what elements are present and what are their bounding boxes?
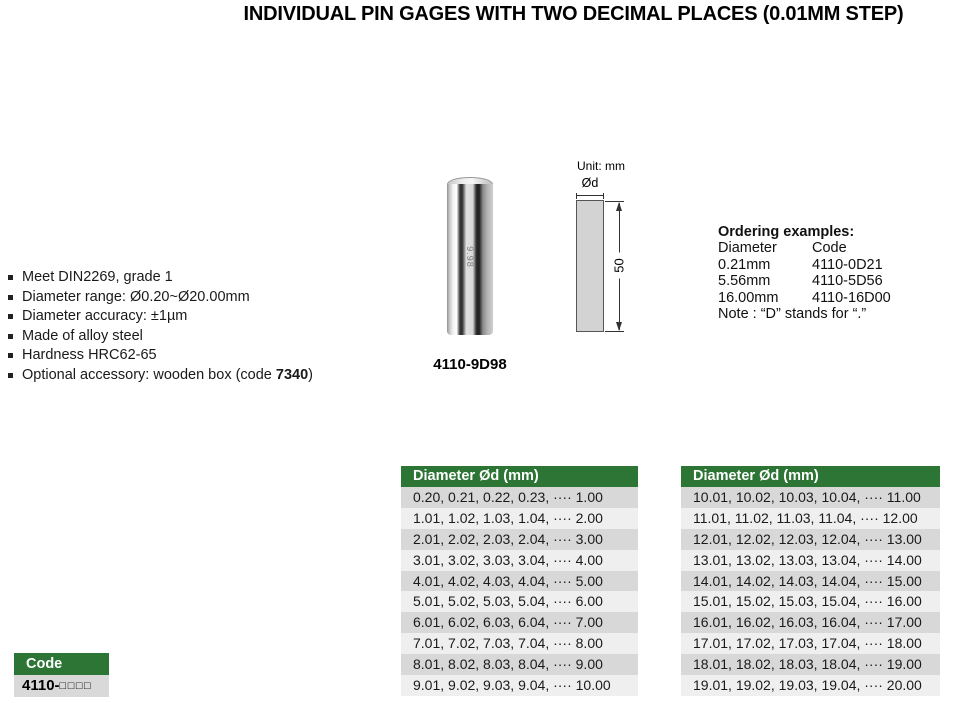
ordering-code: 4110-5D56 <box>812 273 883 290</box>
arrow-down-icon <box>616 322 622 331</box>
ordering-note: Note : “D” stands for “.” <box>718 306 867 323</box>
table-header: Diameter Ød (mm) <box>681 466 940 487</box>
ordering-row <box>718 257 891 273</box>
extension-line-bottom <box>605 331 624 332</box>
code-box-value <box>14 675 109 697</box>
ordering-code: 4110-0D21 <box>812 256 883 273</box>
diameter-dimension-label: Ød <box>581 176 599 190</box>
height-dimension-label: 50 <box>612 253 627 279</box>
table-rows <box>401 487 638 696</box>
diameter-table-left <box>401 466 638 696</box>
square-bullet-icon <box>8 373 13 378</box>
ordering-examples <box>718 224 891 322</box>
ordering-row <box>718 290 891 306</box>
feature-text: Diameter range: Ø0.20~Ø20.00mm <box>22 288 250 305</box>
square-bullet-icon <box>8 275 13 280</box>
unit-label: Unit: mm <box>577 159 625 173</box>
table-row: 6.01, 6.02, 6.03, 6.04, ···· 7.00 <box>401 612 638 633</box>
table-row: 18.01, 18.02, 18.03, 18.04, ···· 19.00 <box>681 654 940 675</box>
table-row: 2.01, 2.02, 2.03, 2.04, ···· 3.00 <box>401 529 638 550</box>
feature-item <box>8 366 313 386</box>
table-row: 11.01, 11.02, 11.03, 11.04, ···· 12.00 <box>681 508 940 529</box>
feature-item <box>8 307 313 327</box>
ordering-row <box>718 273 891 289</box>
table-header: Diameter Ød (mm) <box>401 466 638 487</box>
ordering-heading: Ordering examples: <box>718 224 855 240</box>
table-row: 15.01, 15.02, 15.03, 15.04, ···· 16.00 <box>681 591 940 612</box>
feature-text: Hardness HRC62-65 <box>22 347 157 363</box>
ordering-code: 4110-16D00 <box>812 289 891 306</box>
table-row: 1.01, 1.02, 1.03, 1.04, ···· 2.00 <box>401 508 638 529</box>
page-title: INDIVIDUAL PIN GAGES WITH TWO DECIMAL PLACES (0.01MM STEP) <box>243 3 904 25</box>
feature-list <box>8 268 313 385</box>
table-row: 13.01, 13.02, 13.03, 13.04, ···· 14.00 <box>681 550 940 571</box>
table-rows <box>681 487 940 696</box>
ordering-diameter: 0.21mm <box>718 256 771 273</box>
square-bullet-icon <box>8 295 13 300</box>
feature-text: Made of alloy steel <box>22 327 143 344</box>
ordering-diameter: 16.00mm <box>718 289 779 306</box>
pin-product-code: 4110-9D98 <box>433 356 507 373</box>
feature-text: Meet DIN2269, grade 1 <box>22 269 173 285</box>
feature-item <box>8 268 313 288</box>
feature-text: Diameter accuracy: ±1µm <box>22 308 188 324</box>
feature-item <box>8 346 313 366</box>
table-row: 4.01, 4.02, 4.03, 4.04, ···· 5.00 <box>401 571 638 592</box>
table-row: 7.01, 7.02, 7.03, 7.04, ···· 8.00 <box>401 633 638 654</box>
table-row: 5.01, 5.02, 5.03, 5.04, ···· 6.00 <box>401 591 638 612</box>
square-bullet-icon <box>8 353 13 358</box>
table-row: 9.01, 9.02, 9.03, 9.04, ···· 10.00 <box>401 675 638 696</box>
table-row: 17.01, 17.02, 17.03, 17.04, ···· 18.00 <box>681 633 940 654</box>
square-bullet-icon <box>8 314 13 319</box>
table-row: 3.01, 3.02, 3.03, 3.04, ···· 4.00 <box>401 550 638 571</box>
table-row: 19.01, 19.02, 19.03, 19.04, ···· 20.00 <box>681 675 940 696</box>
table-row: 8.01, 8.02, 8.03, 8.04, ···· 9.00 <box>401 654 638 675</box>
feature-item <box>8 288 313 308</box>
pin-engraving-text: 9.98 <box>465 246 475 268</box>
ordering-column-headers <box>718 240 891 256</box>
diameter-table-right <box>681 466 940 696</box>
feature-item <box>8 327 313 347</box>
code-box-header: Code <box>14 653 109 675</box>
feature-text: Optional accessory: wooden box (code 7340) <box>22 366 314 383</box>
ordering-diameter: 5.56mm <box>718 273 771 290</box>
pin-drawing-rect <box>576 200 604 332</box>
ordering-col-code: Code <box>812 240 847 257</box>
table-row: 12.01, 12.02, 12.03, 12.04, ···· 13.00 <box>681 529 940 550</box>
ordering-col-diameter: Diameter <box>718 240 777 257</box>
square-bullet-icon <box>8 334 13 339</box>
table-row: 0.20, 0.21, 0.22, 0.23, ···· 1.00 <box>401 487 638 508</box>
code-prefix: 4110- <box>22 677 60 694</box>
table-row: 10.01, 10.02, 10.03, 10.04, ···· 11.00 <box>681 487 940 508</box>
table-row: 16.01, 16.02, 16.03, 16.04, ···· 17.00 <box>681 612 940 633</box>
code-placeholder-squares: □□□□ <box>59 680 93 692</box>
accessory-code: 7340 <box>275 366 309 383</box>
arrow-up-icon <box>616 202 622 211</box>
table-row: 14.01, 14.02, 14.03, 14.04, ···· 15.00 <box>681 571 940 592</box>
width-dimension-line <box>576 195 604 196</box>
